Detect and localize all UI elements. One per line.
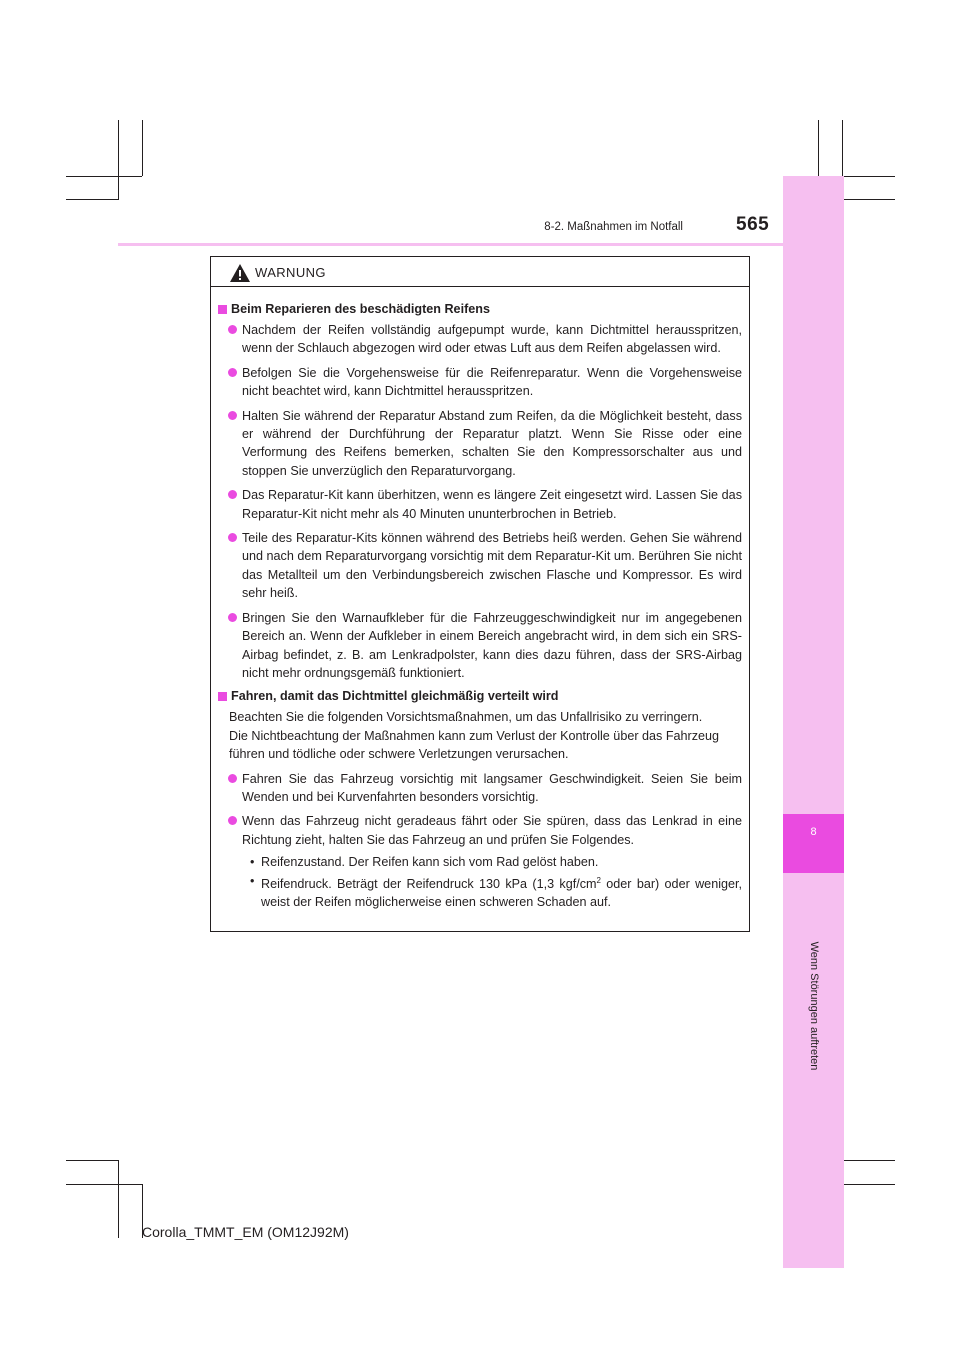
list-item-text: Das Reparatur-Kit kann überhitzen, wenn es längere Zeit eingesetzt wird. Lassen Sie das Reparatur-Kit nicht mehr als 40 Minuten ununterbrochen in Betrieb.: [242, 488, 742, 521]
crop-mark: [142, 120, 143, 176]
section-heading: [218, 301, 742, 318]
square-bullet-icon: [218, 692, 227, 701]
list-item: [218, 609, 742, 683]
sub-list-item: [218, 853, 742, 871]
sub-list-item-text: oder bar) oder weniger, weist der Reifen möglicherweise einen schweren Schaden auf.: [261, 876, 742, 910]
round-bullet-icon: [228, 325, 237, 334]
chapter-side-tab: [783, 176, 844, 1268]
warning-box: [210, 256, 750, 932]
round-bullet-icon: [228, 613, 237, 622]
round-bullet-icon: [228, 774, 237, 783]
list-item: [218, 770, 742, 807]
list-item-text: Befolgen Sie die Vorgehensweise für die Reifenreparatur. Wenn die Vorgehensweise nicht beachtet wird, kann Dichtmittel herausspritzen.: [242, 365, 742, 399]
list-item: [218, 812, 742, 849]
page-number: 565: [736, 214, 770, 235]
crop-mark: [118, 120, 119, 200]
square-bullet-icon: [218, 305, 227, 314]
section-heading-text: Fahren, damit das Dichtmittel gleichmäßig verteilt wird: [231, 689, 559, 704]
warning-triangle-icon: [229, 263, 251, 283]
section-heading: [218, 688, 742, 705]
sub-list-item-text: Reifenzustand. Der Reifen kann sich vom Rad gelöst haben.: [261, 855, 599, 870]
sub-bullet-mark: •: [250, 855, 255, 870]
crop-mark: [842, 176, 895, 177]
warning-title: WARNUNG: [255, 265, 326, 280]
intro-text: Die Nichtbeachtung der Maßnahmen kann zum Verlust der Kontrolle über das Fahrzeug führen und tödliche oder schwere Verletzungen verursachen.: [229, 728, 720, 762]
section-heading-text: Beim Reparieren des beschädigten Reifens: [231, 302, 490, 316]
crop-mark: [842, 120, 843, 176]
crop-mark: [118, 1160, 119, 1238]
list-item-text: Wenn das Fahrzeug nicht geradeaus fährt oder Sie spüren, dass das Lenkrad in eine Richtung zieht, halten Sie das Fahrzeug an und prüfen Sie Folgendes.: [242, 814, 742, 847]
sub-list-item: [218, 872, 742, 912]
header-rule: [118, 243, 844, 246]
sub-list-item-text: Reifendruck. Beträgt der Reifendruck 130 kPa (1,3 kgf/cm: [261, 876, 597, 891]
crop-mark: [66, 1160, 119, 1161]
list-item: [218, 407, 742, 481]
list-item-text: Halten Sie während der Reparatur Abstand zum Reifen, da die Möglichkeit besteht, dass er während der Durchführung der Reparatur platzt. Wenn Sie Risse oder eine Verformung des Reifens bemerken, schalten Sie den Kompressorschalter aus und stoppen Sie unverzüglich den Reparaturvorgang.: [242, 408, 742, 478]
round-bullet-icon: [228, 816, 237, 825]
warning-header: [211, 257, 749, 287]
list-item-text: Fahren Sie das Fahrzeug vorsichtig mit langsamer Geschwindigkeit. Seien Sie beim Wenden und bei Kurvenfahrten besonders vorsichtig.: [242, 771, 742, 804]
chapter-label: Wenn Störungen auftreten: [808, 941, 820, 1071]
round-bullet-icon: [228, 533, 237, 542]
list-item-text: Bringen Sie den Warnaufkleber für die Fahrzeuggeschwindigkeit nur im angegebenen Bereich an. Wenn der Aufkleber in einem Bereich angebracht wird, in dem sich ein SRS-Airbag befindet, z. B. am Lenkradpolster, kann dies dazu führen, dass der SRS-Airbag nicht mehr ordnungsgemäß funktioniert.: [242, 610, 742, 680]
crop-mark: [66, 199, 119, 200]
round-bullet-icon: [228, 490, 237, 499]
crop-mark: [66, 176, 142, 177]
list-item: [218, 321, 742, 358]
list-item-text: Nachdem der Reifen vollständig aufgepumpt wurde, kann Dichtmittel herausspritzen, wenn der Schlauch abgezogen wird oder etwas Luft aus dem Reifen abgelassen wird.: [242, 323, 742, 356]
round-bullet-icon: [228, 368, 237, 377]
chapter-number-box: [783, 814, 844, 873]
chapter-number: 8: [810, 826, 817, 838]
section-title: 8-2. Maßnahmen im Notfall: [544, 221, 683, 233]
round-bullet-icon: [228, 411, 237, 420]
list-item-text: Teile des Reparatur-Kits können während des Betriebs heiß werden. Gehen Sie während und nach dem Reparaturvorgang vorsichtig mit dem Reparatur-Kit um. Berühren Sie nicht das Metallteil um den Verbindungsbereich zwischen Flasche und Kompressor. Es wird sehr heiß.: [242, 531, 742, 601]
list-item: [218, 529, 742, 603]
crop-mark: [842, 1160, 895, 1161]
sub-bullet-mark: •: [250, 873, 255, 888]
superscript: 2: [596, 875, 601, 885]
document-id: Corolla_TMMT_EM (OM12J92M): [142, 1224, 349, 1240]
list-item: [218, 364, 742, 401]
list-item: [218, 486, 742, 523]
warning-body: [211, 287, 749, 912]
intro-text: Beachten Sie die folgenden Vorsichtsmaßnahmen, um das Unfallrisiko zu verringern.: [229, 710, 703, 725]
intro-paragraph: [218, 708, 742, 763]
crop-mark: [66, 1184, 142, 1185]
